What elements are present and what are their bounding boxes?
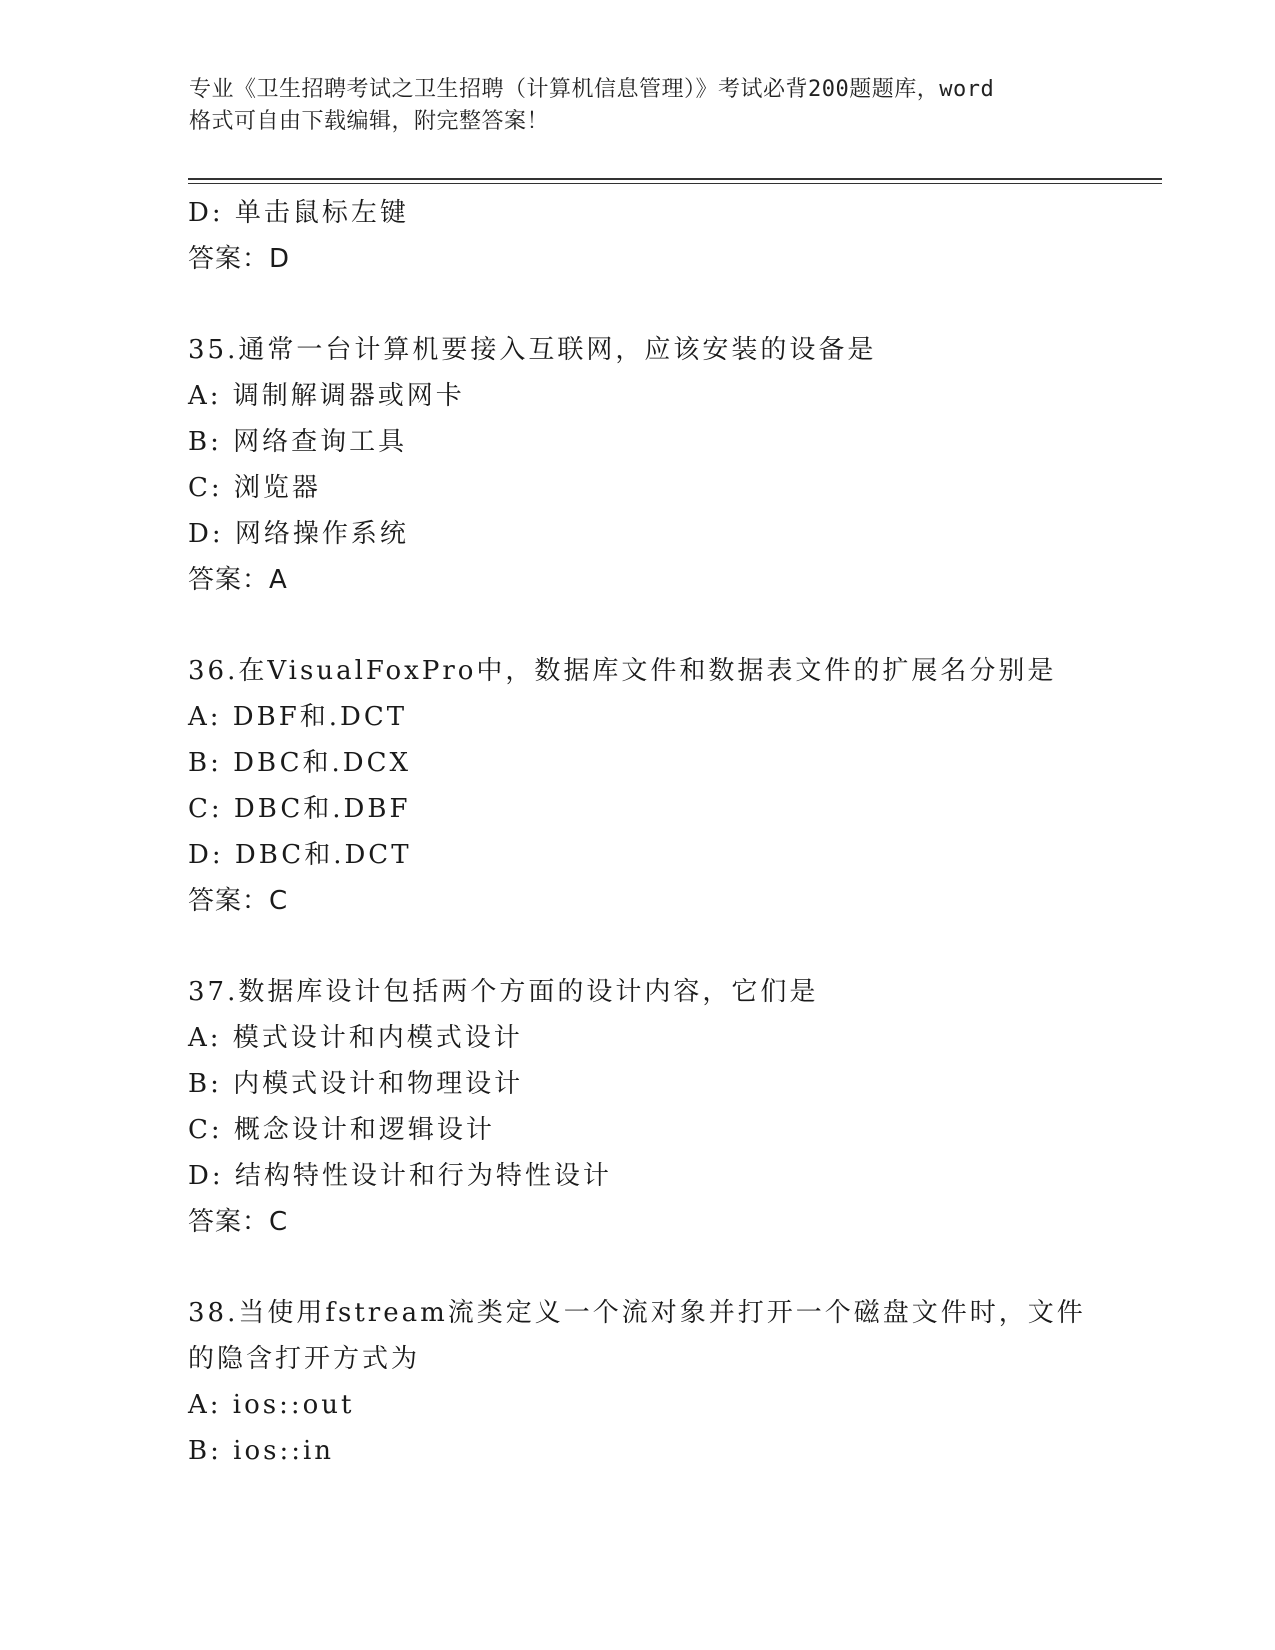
- question-text: 36.在VisualFoxPro中，数据库文件和数据表文件的扩展名分别是: [188, 656, 1057, 686]
- option-d: D: 单击鼠标左键: [188, 198, 409, 228]
- question-text-line-2: 的隐含打开方式为: [188, 1344, 421, 1374]
- option-b: B: DBC和.DCX: [188, 748, 411, 778]
- option-c: C: 浏览器: [188, 473, 321, 503]
- answer-line: 答案：A: [188, 565, 288, 595]
- header-divider-thin: [188, 183, 1162, 184]
- option-d: D: DBC和.DCT: [188, 840, 412, 870]
- option-b: B: 网络查询工具: [188, 427, 408, 457]
- question-block-35: [188, 327, 1168, 603]
- question-text: 37.数据库设计包括两个方面的设计内容，它们是: [188, 977, 819, 1007]
- answer-line: 答案：C: [188, 1207, 289, 1237]
- option-a: A: DBF和.DCT: [188, 702, 408, 732]
- question-block-34: [188, 190, 1168, 282]
- option-c: C: DBC和.DBF: [188, 794, 411, 824]
- option-d: D: 结构特性设计和行为特性设计: [188, 1161, 612, 1191]
- question-block-38: [188, 1290, 1168, 1474]
- answer-line: 答案：D: [188, 244, 291, 274]
- question-list: [188, 190, 1168, 1474]
- question-text-line-1: 38.当使用fstream流类定义一个流对象并打开一个磁盘文件时，文件: [188, 1298, 1086, 1328]
- answer-line: 答案：C: [188, 886, 289, 916]
- header-divider-thick: [188, 178, 1162, 180]
- option-c: C: 概念设计和逻辑设计: [188, 1115, 495, 1145]
- header-line-1: 专业《卫生招聘考试之卫生招聘（计算机信息管理）》考试必背200题题库，word: [189, 77, 995, 102]
- question-block-36: [188, 648, 1168, 924]
- question-block-37: [188, 969, 1168, 1245]
- document-header: [189, 74, 1089, 138]
- option-b: B: 内模式设计和物理设计: [188, 1069, 524, 1099]
- question-text: 35.通常一台计算机要接入互联网，应该安装的设备是: [188, 335, 877, 365]
- option-b: B: ios::in: [188, 1436, 335, 1466]
- option-d: D: 网络操作系统: [188, 519, 409, 549]
- option-a: A: 调制解调器或网卡: [188, 381, 465, 411]
- header-line-2: 格式可自由下载编辑，附完整答案！: [189, 109, 550, 134]
- option-a: A: 模式设计和内模式设计: [188, 1023, 523, 1053]
- option-a: A: ios::out: [188, 1390, 355, 1420]
